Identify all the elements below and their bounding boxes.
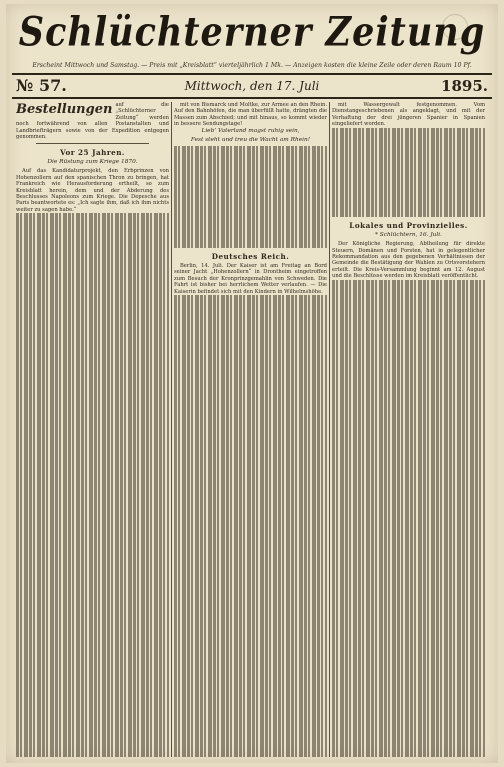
- newspaper-title: Schlüchterner Zeitung: [18, 8, 486, 57]
- section-dateline: * Schlüchtern, 16. Juli.: [375, 232, 442, 239]
- newspaper-page: [6, 4, 498, 763]
- column-1: [16, 102, 169, 757]
- article-paragraph: Der Königliche Regierung, Abtheilung für direkte Steuern, Domänen und Forsten, hat in gelegentlicher Rekommandation aus den gegebenen Verhältnissen der Gemeinde die Bestätigung der Wahlen zu Ortsvorstehern erteilt. Die Kreis-Versammlung beginnt am 12. August und die Beschlüsse werden im Kreisblatt veröffentlicht.: [332, 241, 485, 280]
- masthead-subline: Erscheint Mittwoch und Samstag. — Preis mit „Kreisblatt“ vierteljährlich 1 Mk. — Anzeigen kosten die kleine Zeile oder deren Raum 10 Pf.: [32, 62, 472, 69]
- issue-rule: [12, 97, 492, 99]
- lead-text: auf die „Schlüchterner Zeitung“ werden noch fortwährend von allen Postanstalten und Landbriefträgern sowie von der Expedition entgegen genommen.: [16, 102, 169, 141]
- column-divider: [171, 102, 172, 757]
- section-heading: Deutsches Reich.: [211, 251, 290, 261]
- issue-number: № 57.: [16, 76, 67, 95]
- article-paragraph: mit von Bismarck und Moltke, zur Armee an den Rhein. Auf den Bahnhöfen, die man überfüllt hatte, drängten die Massen zum Abschied; und mit hinaus, so kommt wieder in bessere Sendungstage!: [174, 102, 327, 128]
- column-divider: [329, 102, 330, 757]
- article-paragraph: Berlin, 14. Juli. Der Kaiser ist am Freitag an Bord seiner Jacht „Hohenzollern“ in Drontheim eingetroffen zum Besuch der Kronprinzgemahlin von Schweden. Die Fahrt ist bisher bei herrlichem Wetter verlaufen. — Die Kaiserin befindet sich mit den Kindern in Wilhelmshöhe.: [174, 262, 327, 295]
- article-text-body: [174, 295, 327, 757]
- masthead-rule: [12, 73, 492, 75]
- divider: [36, 143, 149, 144]
- poem-line: Lieb’ Vaterland magst ruhig sein,: [201, 127, 300, 134]
- column-3: [332, 102, 485, 757]
- section-heading: Lokales und Provinzielles.: [349, 221, 468, 231]
- subscription-notice: [16, 102, 169, 140]
- article-text-body: [332, 280, 485, 757]
- article-paragraph: Auf das Kandidaturprojekt, den Erbprinzen von Hohenzollern auf den spanischen Thron zu bringen, hat Frankreich wie Herausforderung ertheilt, so zum Kreisblatt herein, dem und der Abderung des Beschlusses Napoleons zum Kriege. Die Depesche aus Paris beantwortete es: „Ich sagte ihm, daß ich ihm nichts weiter zu sagen habe.“: [16, 168, 169, 213]
- issue-bar: [16, 76, 488, 96]
- section-subheading: Die Rüstung zum Kriege 1870.: [47, 159, 138, 166]
- section-heading: Vor 25 Jahren.: [60, 148, 125, 158]
- article-text-body: [332, 128, 485, 217]
- issue-year: 1895.: [441, 77, 488, 95]
- article-text-body: [174, 146, 327, 248]
- poem-line: Fest steht und treu die Wacht am Rhein!: [190, 136, 311, 143]
- masthead: [6, 6, 498, 60]
- article-text-body: [16, 213, 169, 757]
- lead-word: Bestellungen: [16, 102, 113, 117]
- article-paragraph: mit Wassergewalt festgenommen. Vom Dienstangeschriebenen als angeklagt, und mit der Verhaftung der drei jüngeren Spanier in Spanien eingeliefert worden.: [332, 102, 485, 128]
- issue-date: Mittwoch, den 17. Juli: [184, 79, 320, 93]
- column-2: [174, 102, 327, 757]
